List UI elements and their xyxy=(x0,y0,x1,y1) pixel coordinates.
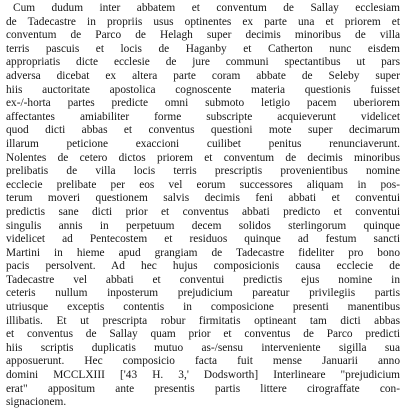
text-line: terum moveri questionem salvis decimis feni abbati et conventui xyxy=(6,192,400,205)
text-line: domini MCCLXIII ['43 H. 3,' Dodsworth] Interlineare "prejudicium xyxy=(6,369,400,382)
text-line: signacionem. xyxy=(6,396,67,409)
text-line: videlicet ad Pentecostem et residuos quinque ad festum sancti xyxy=(6,233,400,246)
text-line: singulis annis in perpetuum decem solidos sterlingorum quinque xyxy=(6,219,400,232)
text-line: ecclecie prelibate per eos vel eorum successores aliquam in pos- xyxy=(6,178,400,191)
text-line: de Tadecastre in propriis usus optinentes ex parte una et priorem et xyxy=(6,15,400,28)
text-line: apposuerunt. Hec composicio facta fuit mense Januarii anno xyxy=(6,355,400,368)
text-line: ex-/-horta partes predicte omni submoto letigio pacem uberiorem xyxy=(6,97,400,110)
text-line: hiis scriptis duplicatis mutuo as-/sensu interveniente sigilla sua xyxy=(6,341,400,354)
text-line: ceteris nullum inposterum prejudicium pareatur privilegiis partis xyxy=(6,287,400,300)
text-line: illarum peticione exaccioni cuilibet penitus renunciaverunt. xyxy=(6,137,400,150)
text-line: hiis auctoritate apostolica cognoscente materia questionis fuisset xyxy=(6,83,400,96)
text-line: conventum de Parco de Helagh super decimis minoribus de villa xyxy=(6,29,400,42)
text-line: Tadecastre vel abbati et conventui predictis ejus nomine in xyxy=(6,273,400,286)
text-line: quod dicti abbas et conventus questioni mote super decimarum xyxy=(6,124,400,137)
text-line: prelibatis de villa locis terris prescriptis provenientibus nomine xyxy=(6,165,400,178)
text-line: erat" appositum ante presentis partis littere cirograffate con- xyxy=(6,382,400,395)
text-line: Nolentes de cetero dictos priorem et conventum de decimis minoribus xyxy=(6,151,400,164)
latin-charter-text xyxy=(6,2,400,410)
text-line: illibatis. Et ut prescripta robur firmitatis optineant tam dicti abbas xyxy=(6,314,400,327)
text-line: predictis sane dicti prior et conventus abbati predicto et conventui xyxy=(6,205,400,218)
text-line: et conventus de Sallay quam prior et conventus de Parco predicti xyxy=(6,328,400,341)
text-line: adversa dicebat ex altera parte coram abbate de Seleby super xyxy=(6,69,400,82)
text-line: Cum dudum inter abbatem et conventum de Sallay ecclesiam xyxy=(13,2,400,14)
text-line: terris pascuis et locis de Haganby et Catherton nunc eisdem xyxy=(6,42,400,55)
text-line: appropriatis dicte ecclesie de jure communi spectantibus ut pars xyxy=(6,56,400,69)
text-line: utriusque exceptis contentis in composicione presenti manentibus xyxy=(6,301,400,314)
text-line: pacis persolvent. Ad hec hujus composicionis causa ecclecie de xyxy=(6,260,400,273)
text-line: Martini in hieme apud grangiam de Tadecastre fideliter pro bono xyxy=(6,246,400,259)
text-line: affectantes amiabiliter forme subscripte acquieverunt videlicet xyxy=(6,110,400,123)
